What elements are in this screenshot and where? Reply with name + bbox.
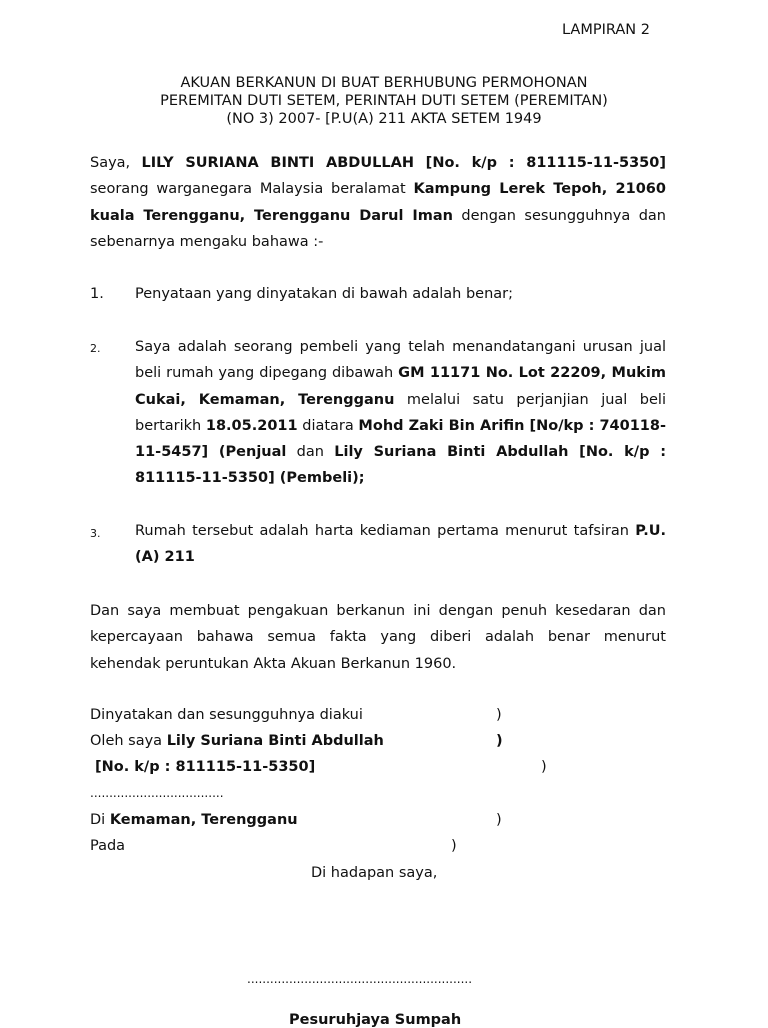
- intro-paragraph: [90, 150, 666, 255]
- commissioner-title: Pesuruhjaya Sumpah: [289, 1012, 462, 1028]
- declaration-date-label: Pada: [90, 838, 126, 854]
- declaration-line-2: [90, 733, 384, 749]
- bracket: ): [541, 759, 547, 775]
- buyer-details: Lily Suriana Binti Abdullah [No. k/p : 811115-11-5350] (Pembeli);: [135, 444, 667, 487]
- declaration-text: Oleh saya: [90, 733, 167, 749]
- item-text: Rumah tersebut adalah harta kediaman pertama menurut tafsiran: [135, 523, 636, 539]
- item-3-text: [135, 518, 666, 571]
- bracket: ): [496, 707, 502, 723]
- declaration-line-1: Dinyatakan dan sesungguhnya diakui: [90, 707, 363, 723]
- declarant-id: [No. k/p : 811115-11-5350]: [95, 759, 316, 775]
- document-title-line-1: AKUAN BERKANUN DI BUAT BERHUBUNG PERMOHONAN: [180, 75, 588, 91]
- declarant-name-id: LILY SURIANA BINTI ABDULLAH [No. k/p : 811115-11-5350]: [141, 155, 666, 171]
- bracket: ): [451, 838, 457, 854]
- intro-text: Saya,: [90, 155, 142, 171]
- declarant-name: Lily Suriana Binti Abdullah: [166, 733, 384, 749]
- commissioner-signature-line: ...........................................................: [247, 972, 473, 986]
- regulation-reference: P.U. (A) 211: [135, 523, 666, 566]
- item-2-text: [135, 334, 666, 492]
- closing-paragraph: Dan saya membuat pengakuan berkanun ini dengan penuh kesedaran dan kepercayaan bahawa semua fakta yang diberi adalah benar menurut kehendak peruntukan Akta Akuan Berkanun 1960.: [90, 603, 666, 672]
- intro-text: dengan sesungguhnya dan sebenarnya mengaku bahawa :-: [90, 207, 666, 250]
- declarant-address: Kampung Lerek Tepoh, 21060 kuala Terengganu, Terengganu Darul Iman: [90, 181, 666, 224]
- declaration-text: Di: [90, 812, 110, 828]
- annex-label: LAMPIRAN 2: [562, 22, 650, 38]
- bracket: ): [496, 812, 502, 828]
- item-number: 2.: [90, 342, 101, 355]
- declaration-place: [90, 812, 298, 828]
- item-text: diatara: [297, 417, 359, 434]
- place-name: Kemaman, Terengganu: [109, 812, 298, 828]
- item-text: melalui satu perjanjian jual beli bertarikh: [135, 391, 666, 434]
- agreement-date: 18.05.2011: [205, 417, 298, 434]
- item-text: Saya adalah seorang pembeli yang telah menandatangani urusan jual beli rumah yang dipegang dibawah: [135, 339, 666, 382]
- item-text: dan: [286, 444, 335, 461]
- signature-dots: ...................................: [90, 786, 224, 800]
- intro-text: seorang warganegara Malaysia beralamat: [90, 181, 414, 198]
- item-number: 1.: [90, 286, 104, 302]
- bracket: ): [496, 733, 503, 749]
- item-number: 3.: [90, 527, 101, 540]
- document-title-line-3: (NO 3) 2007- [P.U(A) 211 AKTA SETEM 1949: [226, 111, 542, 127]
- document-title-line-2: PEREMITAN DUTI SETEM, PERINTAH DUTI SETEM (PEREMITAN): [160, 93, 608, 109]
- item-1-text: Penyataan yang dinyatakan di bawah adalah benar;: [135, 286, 514, 302]
- seller-details: Mohd Zaki Bin Arifin [No/kp : 740118-11-5457] (Penjual: [135, 417, 667, 461]
- property-title: GM 11171 No. Lot 22209, Mukim Cukai, Kemaman, Terengganu: [135, 365, 666, 408]
- before-me-label: Di hadapan saya,: [311, 865, 438, 881]
